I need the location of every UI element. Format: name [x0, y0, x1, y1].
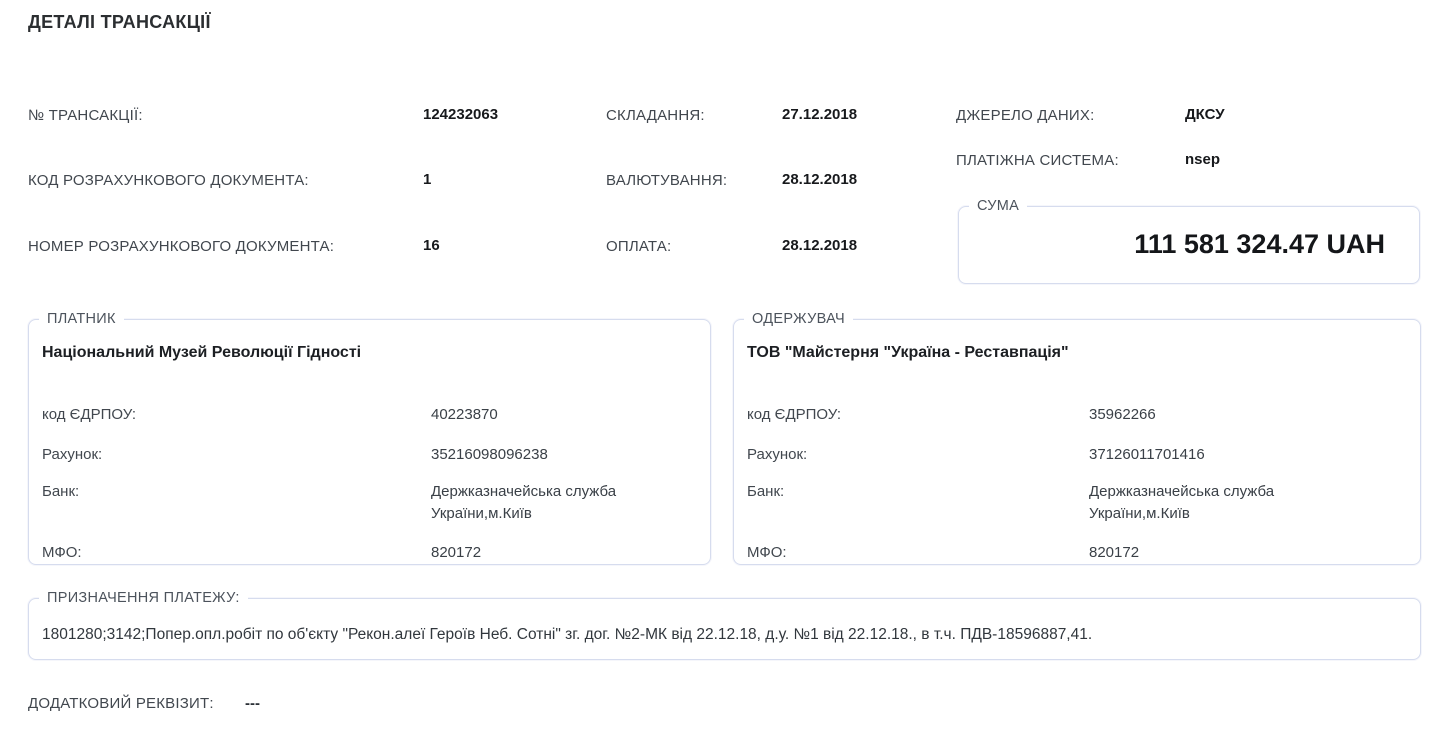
amount-box	[958, 198, 1420, 284]
data-source-value: ДКСУ	[1185, 106, 1225, 123]
valuation-date-value: 28.12.2018	[782, 171, 858, 188]
payer-name: Національний Музей Революції Гідності	[42, 344, 362, 361]
payment-date-value: 28.12.2018	[782, 237, 858, 254]
payer-edrpou-label: код ЄДРПОУ:	[42, 406, 137, 423]
receiver-edrpou-value: 35962266	[1089, 406, 1156, 423]
doc-number-value: 16	[423, 237, 440, 254]
transaction-number-label: № ТРАНСАКЦІЇ:	[28, 107, 143, 124]
transaction-number-value: 124232063	[423, 106, 499, 123]
data-source-label: ДЖЕРЕЛО ДАНИХ:	[956, 107, 1095, 124]
payer-account-label: Рахунок:	[42, 446, 103, 463]
receiver-mfo-value: 820172	[1089, 544, 1140, 561]
receiver-box-legend: ОДЕРЖУВАЧ	[744, 309, 853, 330]
doc-number-label: НОМЕР РОЗРАХУНКОВОГО ДОКУМЕНТА:	[28, 238, 335, 255]
payment-purpose-legend: ПРИЗНАЧЕННЯ ПЛАТЕЖУ:	[39, 588, 248, 609]
payer-mfo-label: МФО:	[42, 544, 82, 561]
receiver-bank-value: Держказначейська служба України,м.Київ	[1089, 483, 1275, 522]
doc-code-label: КОД РОЗРАХУНКОВОГО ДОКУМЕНТА:	[28, 172, 309, 189]
composed-date-label: СКЛАДАННЯ:	[606, 107, 705, 124]
receiver-account-label: Рахунок:	[747, 446, 808, 463]
receiver-bank-label: Банк:	[747, 483, 785, 500]
receiver-account-value: 37126011701416	[1089, 446, 1205, 463]
payer-account-value: 35216098096238	[431, 446, 548, 463]
payment-date-label: ОПЛАТА:	[606, 238, 672, 255]
receiver-mfo-label: МФО:	[747, 544, 787, 561]
payment-purpose-text: 1801280;3142;Попер.опл.робіт по об'єкту "Рекон.алеї Героїв Неб. Сотні" зг. дог. №2-МК від 22.12.18, д.у. №1 від 22.12.18., в т.ч. ПДВ-18596887,41.	[42, 626, 1093, 643]
receiver-name: ТОВ "Майстерня "Україна - Реставпація"	[747, 344, 1069, 361]
amount-box-legend: СУМА	[969, 196, 1027, 217]
payment-system-label: ПЛАТІЖНА СИСТЕМА:	[956, 152, 1119, 169]
page-title: ДЕТАЛІ ТРАНСАКЦІЇ	[28, 12, 211, 32]
payer-box	[28, 311, 711, 565]
payer-box-legend: ПЛАТНИК	[39, 309, 124, 330]
payer-edrpou-value: 40223870	[431, 406, 498, 423]
doc-code-value: 1	[423, 171, 432, 188]
receiver-edrpou-label: код ЄДРПОУ:	[747, 406, 842, 423]
additional-requisite-value: ---	[245, 695, 260, 712]
additional-requisite-label: ДОДАТКОВИЙ РЕКВІЗИТ:	[28, 695, 214, 712]
payer-mfo-value: 820172	[431, 544, 482, 561]
amount-value: 111 581 324.47 UAH	[1134, 229, 1385, 259]
payer-bank-value: Держказначейська служба України,м.Київ	[431, 483, 617, 522]
valuation-date-label: ВАЛЮТУВАННЯ:	[606, 172, 728, 189]
payment-system-value: nsep	[1185, 151, 1221, 168]
payment-purpose-box	[28, 590, 1421, 660]
payer-bank-label: Банк:	[42, 483, 80, 500]
receiver-box	[733, 311, 1421, 565]
composed-date-value: 27.12.2018	[782, 106, 858, 123]
